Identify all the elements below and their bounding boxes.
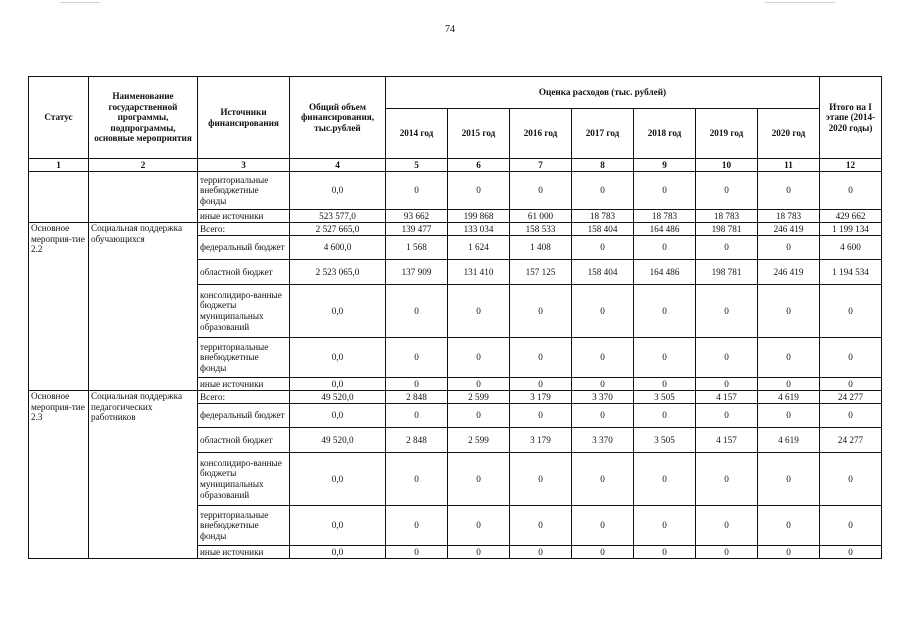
funding-source-cell: федеральный бюджет — [198, 404, 290, 428]
funding-source-cell: иные источники — [198, 378, 290, 391]
year-value-cell: 0 — [386, 338, 448, 378]
total-volume-cell: 0,0 — [290, 546, 386, 559]
scan-edge-line — [60, 2, 100, 3]
year-value-cell: 3 370 — [572, 428, 634, 453]
funding-source-cell: областной бюджет — [198, 428, 290, 453]
status-cell: Основное мероприя-тие 2.2 — [29, 223, 89, 391]
year-value-cell: 18 783 — [696, 210, 758, 223]
year-value-cell: 0 — [758, 546, 820, 559]
year-value-cell: 4 157 — [696, 391, 758, 404]
year-value-cell: 0 — [386, 285, 448, 338]
year-value-cell: 0 — [758, 338, 820, 378]
total-volume-cell: 0,0 — [290, 378, 386, 391]
total-volume-cell: 523 577,0 — [290, 210, 386, 223]
year-value-cell: 2 599 — [448, 391, 510, 404]
year-value-cell: 198 781 — [696, 260, 758, 285]
year-value-cell: 3 370 — [572, 391, 634, 404]
year-value-cell: 0 — [696, 453, 758, 506]
year-value-cell: 1 568 — [386, 236, 448, 260]
year-value-cell: 137 909 — [386, 260, 448, 285]
year-value-cell: 0 — [510, 338, 572, 378]
total-volume-cell: 0,0 — [290, 172, 386, 210]
page-number: 74 — [445, 24, 455, 35]
year-value-cell: 18 783 — [758, 210, 820, 223]
funding-source-cell: территориальные внебюджетные фонды — [198, 506, 290, 546]
year-value-cell: 0 — [572, 338, 634, 378]
column-number: 3 — [198, 159, 290, 172]
year-value-cell: 0 — [510, 404, 572, 428]
year-value-cell: 0 — [758, 172, 820, 210]
column-number: 4 — [290, 159, 386, 172]
stage-total-cell: 24 277 — [820, 391, 882, 404]
scan-edge-line — [765, 2, 835, 3]
stage-total-cell: 1 199 134 — [820, 223, 882, 236]
year-value-cell: 0 — [386, 506, 448, 546]
year-value-cell: 246 419 — [758, 223, 820, 236]
table-row — [29, 223, 882, 236]
stage-total-cell: 429 662 — [820, 210, 882, 223]
total-volume-cell: 0,0 — [290, 285, 386, 338]
year-value-cell: 0 — [510, 506, 572, 546]
funding-source-cell: территориальные внебюджетные фонды — [198, 338, 290, 378]
funding-source-cell: консолидиро-ванные бюджеты муниципальных образований — [198, 453, 290, 506]
year-value-cell: 18 783 — [572, 210, 634, 223]
budget-table — [28, 76, 882, 559]
year-value-cell: 0 — [572, 285, 634, 338]
year-value-cell: 0 — [510, 285, 572, 338]
total-volume-cell: 49 520,0 — [290, 391, 386, 404]
year-value-cell: 3 179 — [510, 428, 572, 453]
column-number: 9 — [634, 159, 696, 172]
year-value-cell: 3 505 — [634, 391, 696, 404]
header-year: 2014 год — [386, 109, 448, 159]
table-row — [29, 391, 882, 404]
year-value-cell: 1 408 — [510, 236, 572, 260]
year-value-cell: 0 — [634, 453, 696, 506]
year-value-cell: 0 — [634, 285, 696, 338]
stage-total-cell: 0 — [820, 404, 882, 428]
year-value-cell: 0 — [696, 236, 758, 260]
year-value-cell: 3 179 — [510, 391, 572, 404]
year-value-cell: 199 868 — [448, 210, 510, 223]
year-value-cell: 158 404 — [572, 260, 634, 285]
year-value-cell: 4 157 — [696, 428, 758, 453]
stage-total-cell: 1 194 534 — [820, 260, 882, 285]
year-value-cell: 0 — [634, 378, 696, 391]
year-value-cell: 0 — [758, 378, 820, 391]
stage-total-cell: 0 — [820, 453, 882, 506]
year-value-cell: 3 505 — [634, 428, 696, 453]
program-name-cell: Социальная поддержка педагогических работников — [89, 391, 198, 559]
total-volume-cell: 4 600,0 — [290, 236, 386, 260]
year-value-cell: 0 — [696, 404, 758, 428]
header-expense-estimate: Оценка расходов (тыс. рублей) — [386, 77, 820, 109]
total-volume-cell: 0,0 — [290, 404, 386, 428]
year-value-cell: 0 — [572, 378, 634, 391]
year-value-cell: 164 486 — [634, 260, 696, 285]
year-value-cell: 131 410 — [448, 260, 510, 285]
year-value-cell: 93 662 — [386, 210, 448, 223]
funding-source-cell: иные источники — [198, 546, 290, 559]
year-value-cell: 0 — [572, 453, 634, 506]
year-value-cell: 0 — [572, 546, 634, 559]
year-value-cell: 0 — [386, 546, 448, 559]
year-value-cell: 0 — [696, 285, 758, 338]
column-number: 6 — [448, 159, 510, 172]
year-value-cell: 0 — [386, 172, 448, 210]
program-name-cell — [89, 172, 198, 223]
year-value-cell: 0 — [758, 285, 820, 338]
column-number: 11 — [758, 159, 820, 172]
year-value-cell: 0 — [572, 404, 634, 428]
year-value-cell: 61 000 — [510, 210, 572, 223]
year-value-cell: 158 404 — [572, 223, 634, 236]
year-value-cell: 0 — [386, 404, 448, 428]
year-value-cell: 2 848 — [386, 428, 448, 453]
stage-total-cell: 0 — [820, 378, 882, 391]
year-value-cell: 0 — [696, 378, 758, 391]
year-value-cell: 0 — [448, 338, 510, 378]
year-value-cell: 0 — [510, 172, 572, 210]
year-value-cell: 0 — [448, 378, 510, 391]
funding-source-cell: Всего: — [198, 223, 290, 236]
year-value-cell: 0 — [634, 236, 696, 260]
stage-total-cell: 4 600 — [820, 236, 882, 260]
year-value-cell: 0 — [448, 404, 510, 428]
year-value-cell: 2 599 — [448, 428, 510, 453]
program-name-cell: Социальная поддержка обучающихся — [89, 223, 198, 391]
year-value-cell: 4 619 — [758, 391, 820, 404]
year-value-cell: 1 624 — [448, 236, 510, 260]
column-number: 2 — [89, 159, 198, 172]
table-row — [29, 172, 882, 210]
year-value-cell: 0 — [448, 285, 510, 338]
column-number-row — [29, 159, 882, 172]
header-total-volume: Общий объем финансирования, тыс.рублей — [290, 77, 386, 159]
header-stage-total: Итого на I этапе (2014-2020 годы) — [820, 77, 882, 159]
year-value-cell: 4 619 — [758, 428, 820, 453]
stage-total-cell: 0 — [820, 285, 882, 338]
total-volume-cell: 0,0 — [290, 506, 386, 546]
year-value-cell: 164 486 — [634, 223, 696, 236]
year-value-cell: 0 — [510, 546, 572, 559]
funding-source-cell: иные источники — [198, 210, 290, 223]
column-number: 1 — [29, 159, 89, 172]
year-value-cell: 0 — [758, 404, 820, 428]
column-number: 8 — [572, 159, 634, 172]
year-value-cell: 0 — [572, 506, 634, 546]
total-volume-cell: 0,0 — [290, 453, 386, 506]
header-status: Статус — [29, 77, 89, 159]
header-sources: Источники финансирования — [198, 77, 290, 159]
year-value-cell: 0 — [758, 453, 820, 506]
column-number: 12 — [820, 159, 882, 172]
year-value-cell: 0 — [634, 546, 696, 559]
total-volume-cell: 2 527 665,0 — [290, 223, 386, 236]
year-value-cell: 0 — [386, 378, 448, 391]
year-value-cell: 0 — [448, 172, 510, 210]
year-value-cell: 0 — [696, 172, 758, 210]
year-value-cell: 139 477 — [386, 223, 448, 236]
year-value-cell: 0 — [386, 453, 448, 506]
year-value-cell: 18 783 — [634, 210, 696, 223]
header-year: 2018 год — [634, 109, 696, 159]
header-year: 2016 год — [510, 109, 572, 159]
header-program-name: Наименование государственной программы, подпрограммы, основные мероприятия — [89, 77, 198, 159]
funding-source-cell: территориальные внебюджетные фонды — [198, 172, 290, 210]
column-number: 7 — [510, 159, 572, 172]
funding-source-cell: федеральный бюджет — [198, 236, 290, 260]
year-value-cell: 0 — [696, 338, 758, 378]
year-value-cell: 0 — [696, 546, 758, 559]
stage-total-cell: 0 — [820, 338, 882, 378]
header-year: 2017 год — [572, 109, 634, 159]
year-value-cell: 158 533 — [510, 223, 572, 236]
status-cell — [29, 172, 89, 223]
column-number: 10 — [696, 159, 758, 172]
year-value-cell: 0 — [634, 404, 696, 428]
stage-total-cell: 0 — [820, 546, 882, 559]
year-value-cell: 0 — [758, 506, 820, 546]
stage-total-cell: 24 277 — [820, 428, 882, 453]
year-value-cell: 198 781 — [696, 223, 758, 236]
year-value-cell: 0 — [448, 546, 510, 559]
header-year: 2019 год — [696, 109, 758, 159]
year-value-cell: 0 — [572, 236, 634, 260]
year-value-cell: 0 — [696, 506, 758, 546]
column-number: 5 — [386, 159, 448, 172]
stage-total-cell: 0 — [820, 506, 882, 546]
year-value-cell: 157 125 — [510, 260, 572, 285]
year-value-cell: 0 — [448, 506, 510, 546]
total-volume-cell: 0,0 — [290, 338, 386, 378]
header-year: 2020 год — [758, 109, 820, 159]
header-year: 2015 год — [448, 109, 510, 159]
year-value-cell: 0 — [510, 453, 572, 506]
total-volume-cell: 49 520,0 — [290, 428, 386, 453]
year-value-cell: 0 — [510, 378, 572, 391]
year-value-cell: 133 034 — [448, 223, 510, 236]
total-volume-cell: 2 523 065,0 — [290, 260, 386, 285]
year-value-cell: 0 — [634, 506, 696, 546]
year-value-cell: 0 — [634, 172, 696, 210]
year-value-cell: 0 — [448, 453, 510, 506]
funding-source-cell: Всего: — [198, 391, 290, 404]
year-value-cell: 0 — [572, 172, 634, 210]
year-value-cell: 0 — [634, 338, 696, 378]
stage-total-cell: 0 — [820, 172, 882, 210]
year-value-cell: 0 — [758, 236, 820, 260]
year-value-cell: 246 419 — [758, 260, 820, 285]
status-cell: Основное мероприя-тие 2.3 — [29, 391, 89, 559]
funding-source-cell: областной бюджет — [198, 260, 290, 285]
year-value-cell: 2 848 — [386, 391, 448, 404]
funding-source-cell: консолидиро-ванные бюджеты муниципальных образований — [198, 285, 290, 338]
